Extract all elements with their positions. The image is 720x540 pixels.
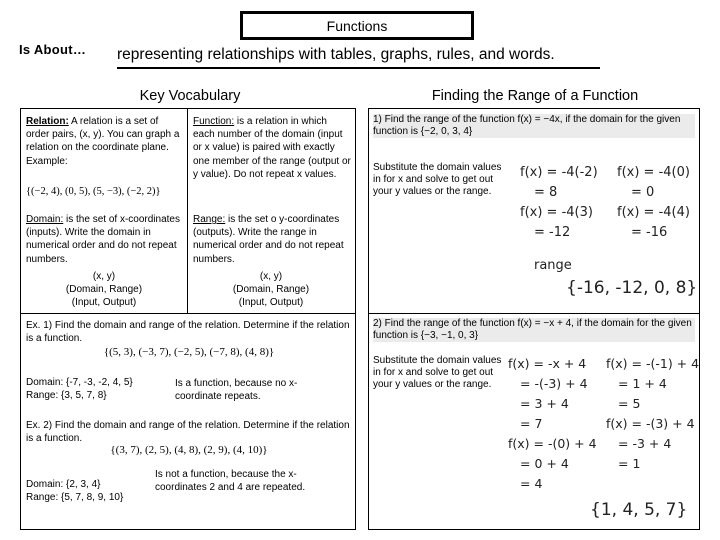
problem1-prompt: 1) Find the range of the function f(x) = −4x, if the domain for the given function is {−2, 0, 3, 4} xyxy=(373,114,695,138)
range-definition xyxy=(193,213,351,266)
ex1-domain: Domain: {-7, -3, -2, 4, 5} xyxy=(26,377,133,388)
domain-notation-xy: (x, y) xyxy=(92,271,116,282)
relation-example-set: {(−2, 4), (0, 5), (5, −3), (−2, 2)} xyxy=(26,186,161,197)
is-about-label: Is About… xyxy=(19,42,87,57)
domain-notation-io: (Input, Output) xyxy=(71,297,137,309)
p1-right-4: = -16 xyxy=(631,225,668,240)
vocab-divider-horizontal xyxy=(20,313,356,314)
page-title: Functions xyxy=(240,11,474,40)
function-def: is a relation in which each number of the domain (input or x value) is paired with exactly one member of the range (output or y value). Do not repeat x values. xyxy=(193,116,351,180)
ex1-domain-range xyxy=(26,376,176,402)
p2-right-6: = 1 xyxy=(618,456,641,471)
range-notation-io: (Input, Output) xyxy=(238,297,304,309)
range-section-divider xyxy=(368,313,700,314)
ex1-set: {(5, 3), (−3, 7), (−2, 5), (−7, 8), (4, 8)} xyxy=(103,346,275,358)
problem2-prompt: 2) Find the range of the function f(x) = −x + 4, if the domain for the given function is {−3, −1, 0, 3} xyxy=(373,318,695,342)
p2-right-4: f(x) = -(3) + 4 xyxy=(606,416,695,431)
function-definition xyxy=(193,115,351,181)
domain-def: is the set of x-coordinates (inputs). Write the domain in numerical order and do not repeat numbers. xyxy=(26,214,180,265)
range-term: Range: xyxy=(193,214,226,225)
p2-left-3: = 3 + 4 xyxy=(520,396,569,411)
problem2-instructions: Substitute the domain values in for x and solve to get out your y values or the range. xyxy=(373,355,502,390)
problem2-work-left xyxy=(508,354,597,494)
relation-definition xyxy=(26,115,184,168)
ex2-set: {(3, 7), (2, 5), (4, 8), (2, 9), (4, 10)} xyxy=(110,444,268,456)
problem2-work-right xyxy=(606,354,699,474)
function-term: Function: xyxy=(193,116,235,127)
p2-right-5: = -3 + 4 xyxy=(618,436,672,451)
p2-right-2: = 1 + 4 xyxy=(618,376,667,391)
is-about-underline xyxy=(117,67,600,69)
ex2-domain-range xyxy=(26,478,156,504)
ex2-domain: Domain: {2, 3, 4} xyxy=(26,479,101,490)
vocab-heading: Key Vocabulary xyxy=(139,88,241,104)
p2-left-7: = 4 xyxy=(520,476,543,491)
domain-definition xyxy=(26,213,184,266)
p2-left-1: f(x) = -x + 4 xyxy=(508,356,587,371)
p2-right-3: = 5 xyxy=(618,396,641,411)
ex2-answer: Is not a function, because the x-coordinates 2 and 4 are repeated. xyxy=(155,469,306,494)
p2-left-6: = 0 + 4 xyxy=(520,456,569,471)
problem1-range-answer: {-16, -12, 0, 8} xyxy=(566,278,698,298)
ex2-range: Range: {5, 7, 8, 9, 10} xyxy=(26,492,124,504)
relation-def: A relation is a set of order pairs, (x, y). You can graph a relation on the coordinate plane. xyxy=(26,116,180,154)
domain-term: Domain: xyxy=(26,214,64,225)
p1-left-4: = -12 xyxy=(534,225,571,240)
p1-left-1: f(x) = -4(-2) xyxy=(520,165,598,180)
problem1-work-left xyxy=(520,163,598,243)
relation-example-label: Example: xyxy=(26,155,68,167)
p2-left-4: = 7 xyxy=(520,416,543,431)
p1-right-2: = 0 xyxy=(631,185,655,200)
domain-notation xyxy=(26,270,182,310)
range-notation xyxy=(193,270,349,310)
domain-notation-dr: (Domain, Range) xyxy=(65,284,143,296)
range-notation-xy: (x, y) xyxy=(259,271,283,282)
p1-right-1: f(x) = -4(0) xyxy=(617,165,690,180)
ex1-range: Range: {3, 5, 7, 8} xyxy=(26,390,107,402)
problem2-range-answer: {1, 4, 5, 7} xyxy=(590,500,688,520)
relation-term: Relation: xyxy=(26,116,69,127)
problem1-range-label: range xyxy=(534,258,572,273)
p2-right-1: f(x) = -(-1) + 4 xyxy=(606,356,700,371)
p2-left-2: = -(-3) + 4 xyxy=(520,376,588,391)
ex2-prompt: Ex. 2) Find the domain and range of the relation. Determine if the relation is a function. xyxy=(26,420,350,445)
ex1-prompt: Ex. 1) Find the domain and range of the relation. Determine if the relation is a function. xyxy=(26,320,350,345)
p2-left-5: f(x) = -(0) + 4 xyxy=(508,436,597,451)
vocab-divider-vertical xyxy=(187,108,188,314)
range-section-heading: Finding the Range of a Function xyxy=(431,88,639,104)
p1-right-3: f(x) = -4(4) xyxy=(617,205,690,220)
is-about-text: representing relationships with tables, graphs, rules, and words. xyxy=(117,46,555,63)
problem1-work-right xyxy=(617,163,690,243)
ex1-answer: Is a function, because no x-coordinate repeats. xyxy=(175,378,298,403)
p1-left-3: f(x) = -4(3) xyxy=(520,205,593,220)
problem1-instructions: Substitute the domain values in for x and solve to get out your y values or the range. xyxy=(373,162,502,197)
p1-left-2: = 8 xyxy=(534,185,558,200)
range-notation-dr: (Domain, Range) xyxy=(232,284,310,296)
range-def: is the set o y-coordinates (outputs). Write the range in numerical order and do not repeat numbers. xyxy=(193,214,344,265)
